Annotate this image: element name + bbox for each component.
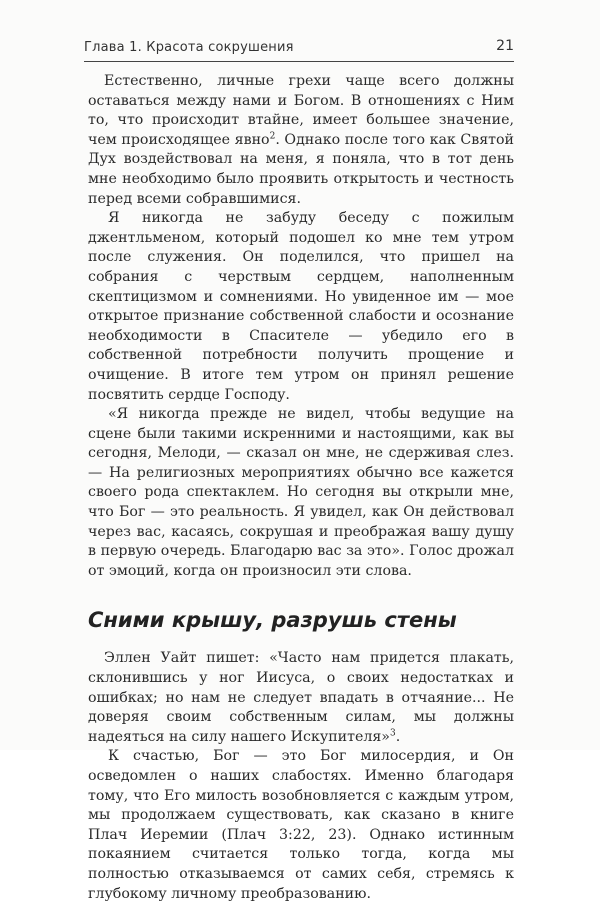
paragraph-1-tail: . Однако после того как Святой Дух воздействовал на меня, я поняла, что в тот день мне необходимо было проявить открытость и честность перед всеми собравшимися.	[88, 131, 514, 207]
page-number: 21	[496, 38, 514, 54]
footnote-ref-3: 3	[390, 728, 396, 739]
paragraph-4	[88, 649, 514, 747]
footnote-ref-2: 2	[269, 131, 276, 142]
paragraph-4-tail: .	[395, 728, 401, 745]
paragraph-2: Я никогда не забуду беседу с пожилым джентльменом, который подошел ко мне тем утром после служения. Он поделился, что пришел на собрания с черствым сердцем, наполненным скептицизмом и сомнениями. Но увиденное им — мое открытое признание собственной слабости и осознание необходимости в Спасителе — убедило его в собственной потребности получить прощение и очищение. В итоге тем утром он принял решение посвятить сердце Господу.	[88, 210, 514, 403]
paragraph-3: «Я никогда прежде не видел, чтобы ведущие на сцене были такими искренними и настоящими, как вы сегодня, Мелоди, — сказал он мне, не сдерживая слез. — На религиозных мероприятиях обычно все кажется своего рода спектаклем. Но сегодня вы открыли мне, что Бог — это реальность. Я увидел, как Он действовал через вас, касаясь, сокрушая и преображая вашу душу в первую очередь. Благодарю вас за это». Голос дрожал от эмоций, когда он произносил эти слова.	[88, 406, 514, 579]
section-heading: Сними крышу, разрушь стены	[88, 608, 457, 633]
running-head	[84, 36, 514, 62]
paragraph-1	[88, 72, 514, 209]
header-rule	[84, 61, 514, 62]
paragraph-4-text: Эллен Уайт пишет: «Часто нам придется плакать, склонившись у ног Иисуса, о своих недостатках и ошибках; но нам не следует впадать в отчаяние... Не доверяя своим собственным силам, мы должны надеяться на силу нашего Искупителя»	[88, 650, 514, 745]
body-text	[88, 72, 514, 904]
chapter-title: Глава 1. Красота сокрушения	[84, 40, 294, 55]
paragraph-1-text: Естественно, личные грехи чаще всего должны оставаться между нами и Богом. В отношениях с Ним то, что происходит втайне, имеет большее значение, чем происходящее явно	[88, 73, 514, 148]
paragraph-5: К счастью, Бог — это Бог милосердия, и Он осведомлен о наших слабостях. Именно благодаря тому, что Его милость возобновляется с каждым утром, мы продолжаем существовать, как сказано в книге Плач Иеремии (Плач 3:22, 23). Однако истинным покаянием считается только тогда, когда мы полностью отказываемся от самих себя, стремясь к глубокому личному преобразованию.	[88, 748, 514, 902]
